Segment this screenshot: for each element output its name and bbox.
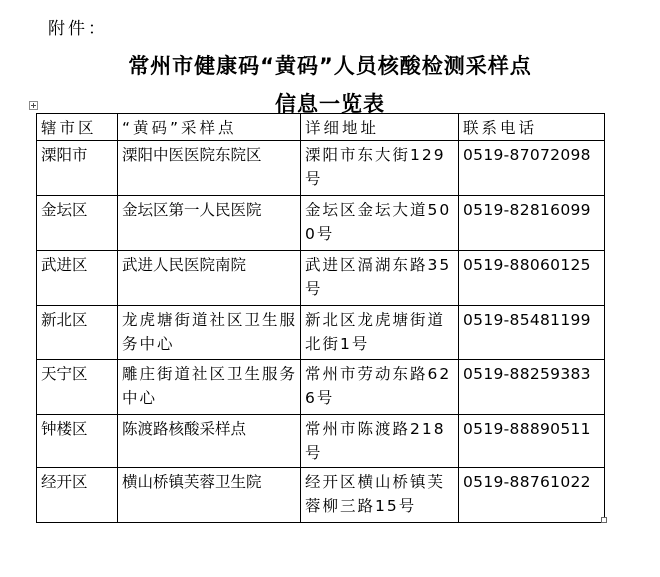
- cell-address: 常州市陈渡路218号: [301, 415, 459, 468]
- cell-district: 天宁区: [37, 360, 118, 415]
- move-table-icon[interactable]: [29, 101, 38, 110]
- cell-sampling-point: 雕庄街道社区卫生服务中心: [118, 360, 301, 415]
- cell-sampling-point: 横山桥镇芙蓉卫生院: [118, 468, 301, 523]
- cell-sampling-point: 溧阳中医医院东院区: [118, 141, 301, 196]
- sampling-points-table: [36, 113, 605, 523]
- cell-district: 钟楼区: [37, 415, 118, 468]
- header-address: 详细地址: [301, 114, 459, 141]
- cell-sampling-point: 陈渡路核酸采样点: [118, 415, 301, 468]
- cell-district: 经开区: [37, 468, 118, 523]
- attachment-label: 附件：: [48, 19, 108, 39]
- header-sampling-point: “黄码”采样点: [118, 114, 301, 141]
- cell-phone: 0519-88060125: [459, 251, 605, 306]
- cell-phone: 0519-88259383: [459, 360, 605, 415]
- document-subtitle: 信息一览表: [275, 92, 385, 116]
- table-row: [37, 360, 605, 415]
- cell-address: 武进区滆湖东路35号: [301, 251, 459, 306]
- cell-phone: 0519-87072098: [459, 141, 605, 196]
- cell-district: 新北区: [37, 306, 118, 360]
- cell-sampling-point: 武进人民医院南院: [118, 251, 301, 306]
- table-row: [37, 306, 605, 360]
- table-row: [37, 468, 605, 523]
- header-district: 辖市区: [37, 114, 118, 141]
- table-row: [37, 251, 605, 306]
- cell-address: 溧阳市东大街129号: [301, 141, 459, 196]
- document-title: 常州市健康码“黄码”人员核酸检测采样点: [128, 54, 532, 78]
- cell-address: 金坛区金坛大道500号: [301, 196, 459, 251]
- cell-phone: 0519-85481199: [459, 306, 605, 360]
- cell-district: 武进区: [37, 251, 118, 306]
- cell-phone: 0519-82816099: [459, 196, 605, 251]
- table-header-row: [37, 114, 605, 141]
- table-row: [37, 141, 605, 196]
- cell-phone: 0519-88890511: [459, 415, 605, 468]
- cell-district: 金坛区: [37, 196, 118, 251]
- table-row: [37, 196, 605, 251]
- cell-sampling-point: 金坛区第一人民医院: [118, 196, 301, 251]
- cell-address: 经开区横山桥镇芙蓉柳三路15号: [301, 468, 459, 523]
- header-phone: 联系电话: [459, 114, 605, 141]
- cell-district: 溧阳市: [37, 141, 118, 196]
- resize-handle-icon[interactable]: [601, 517, 607, 523]
- cell-address: 新北区龙虎塘街道北街1号: [301, 306, 459, 360]
- cell-sampling-point: 龙虎塘街道社区卫生服务中心: [118, 306, 301, 360]
- cell-phone: 0519-88761022: [459, 468, 605, 523]
- cell-address: 常州市劳动东路626号: [301, 360, 459, 415]
- table-row: [37, 415, 605, 468]
